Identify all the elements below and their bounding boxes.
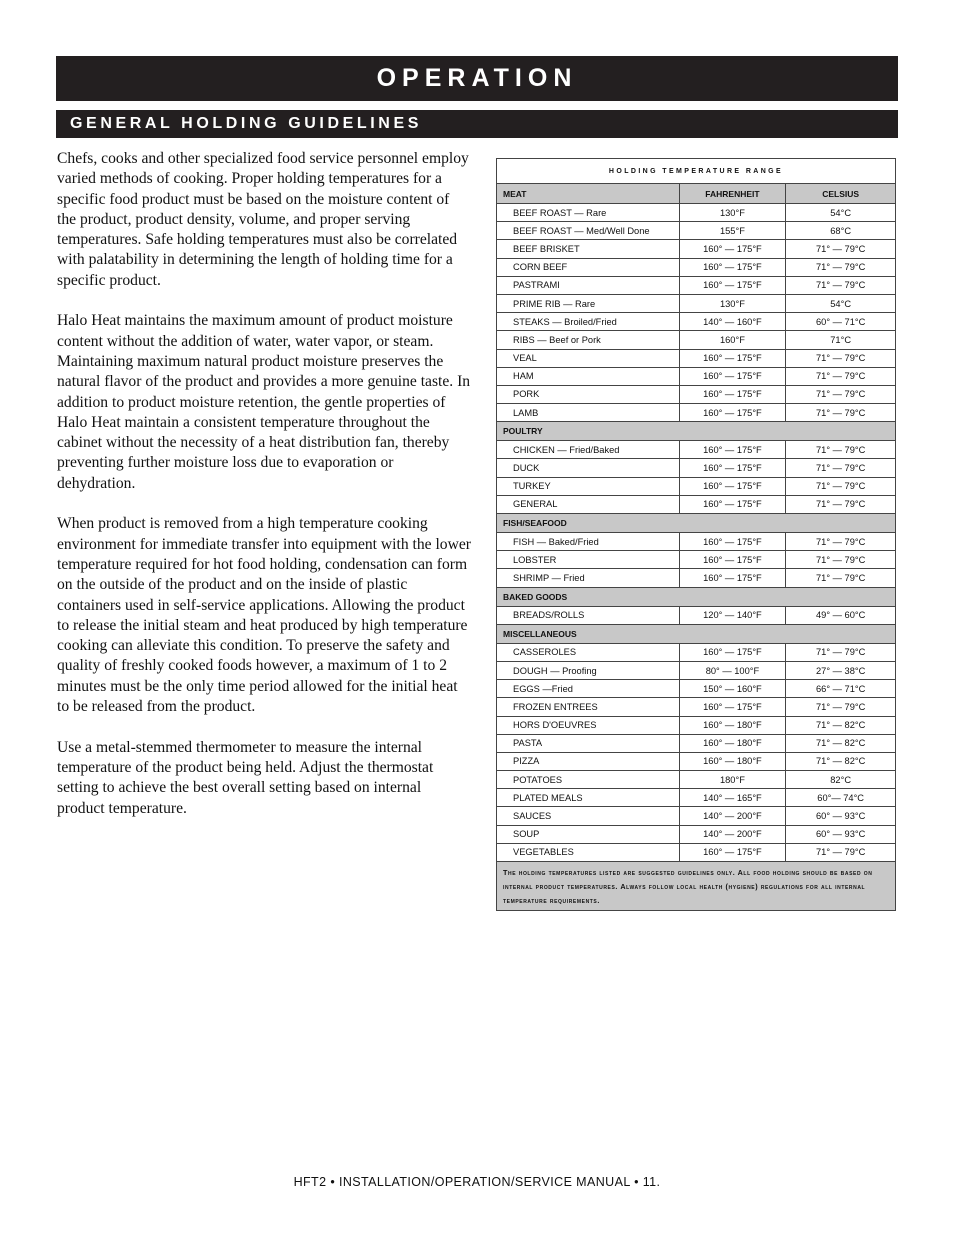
- food-item: HORS D'OEUVRES: [497, 716, 680, 734]
- paragraph: Halo Heat maintains the maximum amount of product moisture content without the addition of water, water vapor, or steam. Maintaining maximum natural product moisture preserves the natural flavor of the product and provides a more genuine taste. In addition to product moisture retention, the gentle properties of Halo Heat maintain a consistent temperature throughout the cabinet without the necessity of a heat distribution fan, thereby preventing further moisture loss due to evaporation or dehydration.: [57, 312, 471, 492]
- fahrenheit-value: 140° — 200°F: [679, 807, 786, 825]
- food-item: HAM: [497, 367, 680, 385]
- table-row: [497, 680, 896, 698]
- section-header: MISCELLANEOUS: [497, 624, 896, 643]
- celsius-value: 71° — 79°C: [786, 551, 896, 569]
- celsius-value: 71° — 79°C: [786, 276, 896, 294]
- paragraph: When product is removed from a high temperature cooking environment for immediate transfer into equipment with the lower temperature required for hot food holding, condensation can form on the outside of the product and on the inside of plastic containers used in self-service applications. Allowing the product to release the initial steam and heat produced by high temperature cooking can alleviate this condition. To preserve the safety and quality of freshly cooked foods however, a maximum of 1 to 2 minutes must be the only time period allowed for the initial heat to be released from the product.: [57, 515, 471, 716]
- food-item: BREADS/ROLLS: [497, 606, 680, 624]
- table-row: [497, 495, 896, 513]
- food-item: BEEF ROAST — Rare: [497, 204, 680, 222]
- celsius-value: 71° — 79°C: [786, 258, 896, 276]
- column-header-row: [497, 184, 896, 204]
- table-row: [497, 734, 896, 752]
- food-item: PASTRAMI: [497, 276, 680, 294]
- celsius-value: 71° — 82°C: [786, 752, 896, 770]
- fahrenheit-value: 160° — 175°F: [679, 258, 786, 276]
- celsius-value: 82°C: [786, 771, 896, 789]
- celsius-value: 71° — 79°C: [786, 459, 896, 477]
- table-row: [497, 204, 896, 222]
- celsius-value: 71° — 79°C: [786, 569, 896, 587]
- fahrenheit-value: 160° — 175°F: [679, 240, 786, 258]
- section-header-row: [497, 514, 896, 533]
- section-title: GENERAL HOLDING GUIDELINES: [56, 110, 898, 138]
- section-header-row: [497, 422, 896, 441]
- table-row: [497, 477, 896, 495]
- table-row: [497, 276, 896, 294]
- table-note: The holding temperatures listed are suggested guidelines only. All food holding should be based on internal product temperatures. Always follow local health (hygiene) regulations for all internal temperature requirements.: [497, 862, 896, 911]
- food-item: DOUGH — Proofing: [497, 661, 680, 679]
- celsius-value: 68°C: [786, 222, 896, 240]
- table-row: [497, 825, 896, 843]
- fahrenheit-value: 160° — 175°F: [679, 349, 786, 367]
- table-row: [497, 258, 896, 276]
- fahrenheit-value: 120° — 140°F: [679, 606, 786, 624]
- page-footer: HFT2 • INSTALLATION/OPERATION/SERVICE MANUAL • 11.: [293, 1175, 661, 1189]
- fahrenheit-value: 160° — 175°F: [679, 441, 786, 459]
- food-item: TURKEY: [497, 477, 680, 495]
- section-header: BAKED GOODS: [497, 587, 896, 606]
- fahrenheit-value: 160° — 175°F: [679, 843, 786, 861]
- fahrenheit-value: 160° — 175°F: [679, 495, 786, 513]
- celsius-value: 71° — 79°C: [786, 698, 896, 716]
- table-row: [497, 441, 896, 459]
- column-header-celsius: CELSIUS: [786, 184, 896, 204]
- table-row: [497, 331, 896, 349]
- fahrenheit-value: 180°F: [679, 771, 786, 789]
- fahrenheit-value: 160° — 175°F: [679, 643, 786, 661]
- celsius-value: 60° — 93°C: [786, 825, 896, 843]
- celsius-value: 71° — 79°C: [786, 477, 896, 495]
- celsius-value: 71° — 79°C: [786, 533, 896, 551]
- section-header-meat: MEAT: [497, 184, 680, 204]
- food-item: RIBS — Beef or Pork: [497, 331, 680, 349]
- celsius-value: 71° — 79°C: [786, 385, 896, 403]
- table-row: [497, 385, 896, 403]
- food-item: EGGS —Fried: [497, 680, 680, 698]
- fahrenheit-value: 130°F: [679, 294, 786, 312]
- fahrenheit-value: 160°F: [679, 331, 786, 349]
- holding-temperature-table: [496, 158, 896, 911]
- fahrenheit-value: 160° — 175°F: [679, 404, 786, 422]
- table-title: HOLDING TEMPERATURE RANGE: [497, 159, 896, 184]
- table-row: [497, 533, 896, 551]
- table-row: [497, 240, 896, 258]
- fahrenheit-value: 160° — 180°F: [679, 734, 786, 752]
- food-item: PRIME RIB — Rare: [497, 294, 680, 312]
- food-item: DUCK: [497, 459, 680, 477]
- section-header-row: [497, 587, 896, 606]
- page-title: OPERATION: [56, 56, 898, 101]
- food-item: BEEF ROAST — Med/Well Done: [497, 222, 680, 240]
- celsius-value: 60° — 71°C: [786, 313, 896, 331]
- food-item: SOUP: [497, 825, 680, 843]
- body-text: [57, 149, 472, 839]
- fahrenheit-value: 160° — 175°F: [679, 459, 786, 477]
- food-item: PORK: [497, 385, 680, 403]
- food-item: POTATOES: [497, 771, 680, 789]
- food-item: FROZEN ENTREES: [497, 698, 680, 716]
- celsius-value: 71° — 79°C: [786, 643, 896, 661]
- table-row: [497, 789, 896, 807]
- table-row: [497, 661, 896, 679]
- table-row: [497, 349, 896, 367]
- food-item: PLATED MEALS: [497, 789, 680, 807]
- celsius-value: 71° — 82°C: [786, 716, 896, 734]
- table-note-row: [497, 862, 896, 911]
- table-row: [497, 752, 896, 770]
- table-row: [497, 807, 896, 825]
- table-row: [497, 367, 896, 385]
- table-row: [497, 771, 896, 789]
- fahrenheit-value: 160° — 175°F: [679, 551, 786, 569]
- fahrenheit-value: 160° — 175°F: [679, 385, 786, 403]
- paragraph: Use a metal-stemmed thermometer to measure the internal temperature of the product being held. Adjust the thermostat setting to achieve the best overall setting based on internal product temperature.: [57, 738, 434, 817]
- fahrenheit-value: 140° — 160°F: [679, 313, 786, 331]
- celsius-value: 27° — 38°C: [786, 661, 896, 679]
- celsius-value: 49° — 60°C: [786, 606, 896, 624]
- fahrenheit-value: 80° — 100°F: [679, 661, 786, 679]
- food-item: BEEF BRISKET: [497, 240, 680, 258]
- table-row: [497, 459, 896, 477]
- food-item: PASTA: [497, 734, 680, 752]
- celsius-value: 71° — 79°C: [786, 495, 896, 513]
- celsius-value: 54°C: [786, 294, 896, 312]
- food-item: CHICKEN — Fried/Baked: [497, 441, 680, 459]
- fahrenheit-value: 160° — 175°F: [679, 533, 786, 551]
- fahrenheit-value: 160° — 180°F: [679, 752, 786, 770]
- table-row: [497, 551, 896, 569]
- celsius-value: 71°C: [786, 331, 896, 349]
- table-title-row: [497, 159, 896, 184]
- food-item: FISH — Baked/Fried: [497, 533, 680, 551]
- table-row: [497, 716, 896, 734]
- food-item: PIZZA: [497, 752, 680, 770]
- food-item: LOBSTER: [497, 551, 680, 569]
- celsius-value: 71° — 79°C: [786, 843, 896, 861]
- celsius-value: 60° — 93°C: [786, 807, 896, 825]
- food-item: VEAL: [497, 349, 680, 367]
- food-item: CASSEROLES: [497, 643, 680, 661]
- table-row: [497, 294, 896, 312]
- fahrenheit-value: 160° — 180°F: [679, 716, 786, 734]
- celsius-value: 66° — 71°C: [786, 680, 896, 698]
- food-item: STEAKS — Broiled/Fried: [497, 313, 680, 331]
- table-row: [497, 606, 896, 624]
- food-item: VEGETABLES: [497, 843, 680, 861]
- celsius-value: 71° — 79°C: [786, 441, 896, 459]
- fahrenheit-value: 160° — 175°F: [679, 477, 786, 495]
- celsius-value: 71° — 79°C: [786, 240, 896, 258]
- fahrenheit-value: 160° — 175°F: [679, 569, 786, 587]
- paragraph: Chefs, cooks and other specialized food service personnel employ varied methods of cooking. Proper holding temperatures for a specific food product must be based on the moisture content of the product, product density, volume, and proper serving temperatures. Safe holding temperatures must also be correlated with palatability in determining the length of holding time for a specific product.: [57, 150, 469, 289]
- celsius-value: 71° — 79°C: [786, 367, 896, 385]
- section-header: POULTRY: [497, 422, 896, 441]
- food-item: CORN BEEF: [497, 258, 680, 276]
- column-header-fahrenheit: FAHRENHEIT: [679, 184, 786, 204]
- table-row: [497, 404, 896, 422]
- table-row: [497, 843, 896, 861]
- fahrenheit-value: 155°F: [679, 222, 786, 240]
- celsius-value: 60°— 74°C: [786, 789, 896, 807]
- fahrenheit-value: 160° — 175°F: [679, 276, 786, 294]
- celsius-value: 54°C: [786, 204, 896, 222]
- food-item: GENERAL: [497, 495, 680, 513]
- fahrenheit-value: 140° — 165°F: [679, 789, 786, 807]
- celsius-value: 71° — 79°C: [786, 349, 896, 367]
- section-header-row: [497, 624, 896, 643]
- table-row: [497, 222, 896, 240]
- celsius-value: 71° — 82°C: [786, 734, 896, 752]
- fahrenheit-value: 130°F: [679, 204, 786, 222]
- fahrenheit-value: 160° — 175°F: [679, 698, 786, 716]
- table-row: [497, 698, 896, 716]
- celsius-value: 71° — 79°C: [786, 404, 896, 422]
- table-row: [497, 569, 896, 587]
- food-item: SAUCES: [497, 807, 680, 825]
- table-row: [497, 643, 896, 661]
- fahrenheit-value: 150° — 160°F: [679, 680, 786, 698]
- fahrenheit-value: 140° — 200°F: [679, 825, 786, 843]
- table-row: [497, 313, 896, 331]
- section-header: FISH/SEAFOOD: [497, 514, 896, 533]
- fahrenheit-value: 160° — 175°F: [679, 367, 786, 385]
- food-item: SHRIMP — Fried: [497, 569, 680, 587]
- food-item: LAMB: [497, 404, 680, 422]
